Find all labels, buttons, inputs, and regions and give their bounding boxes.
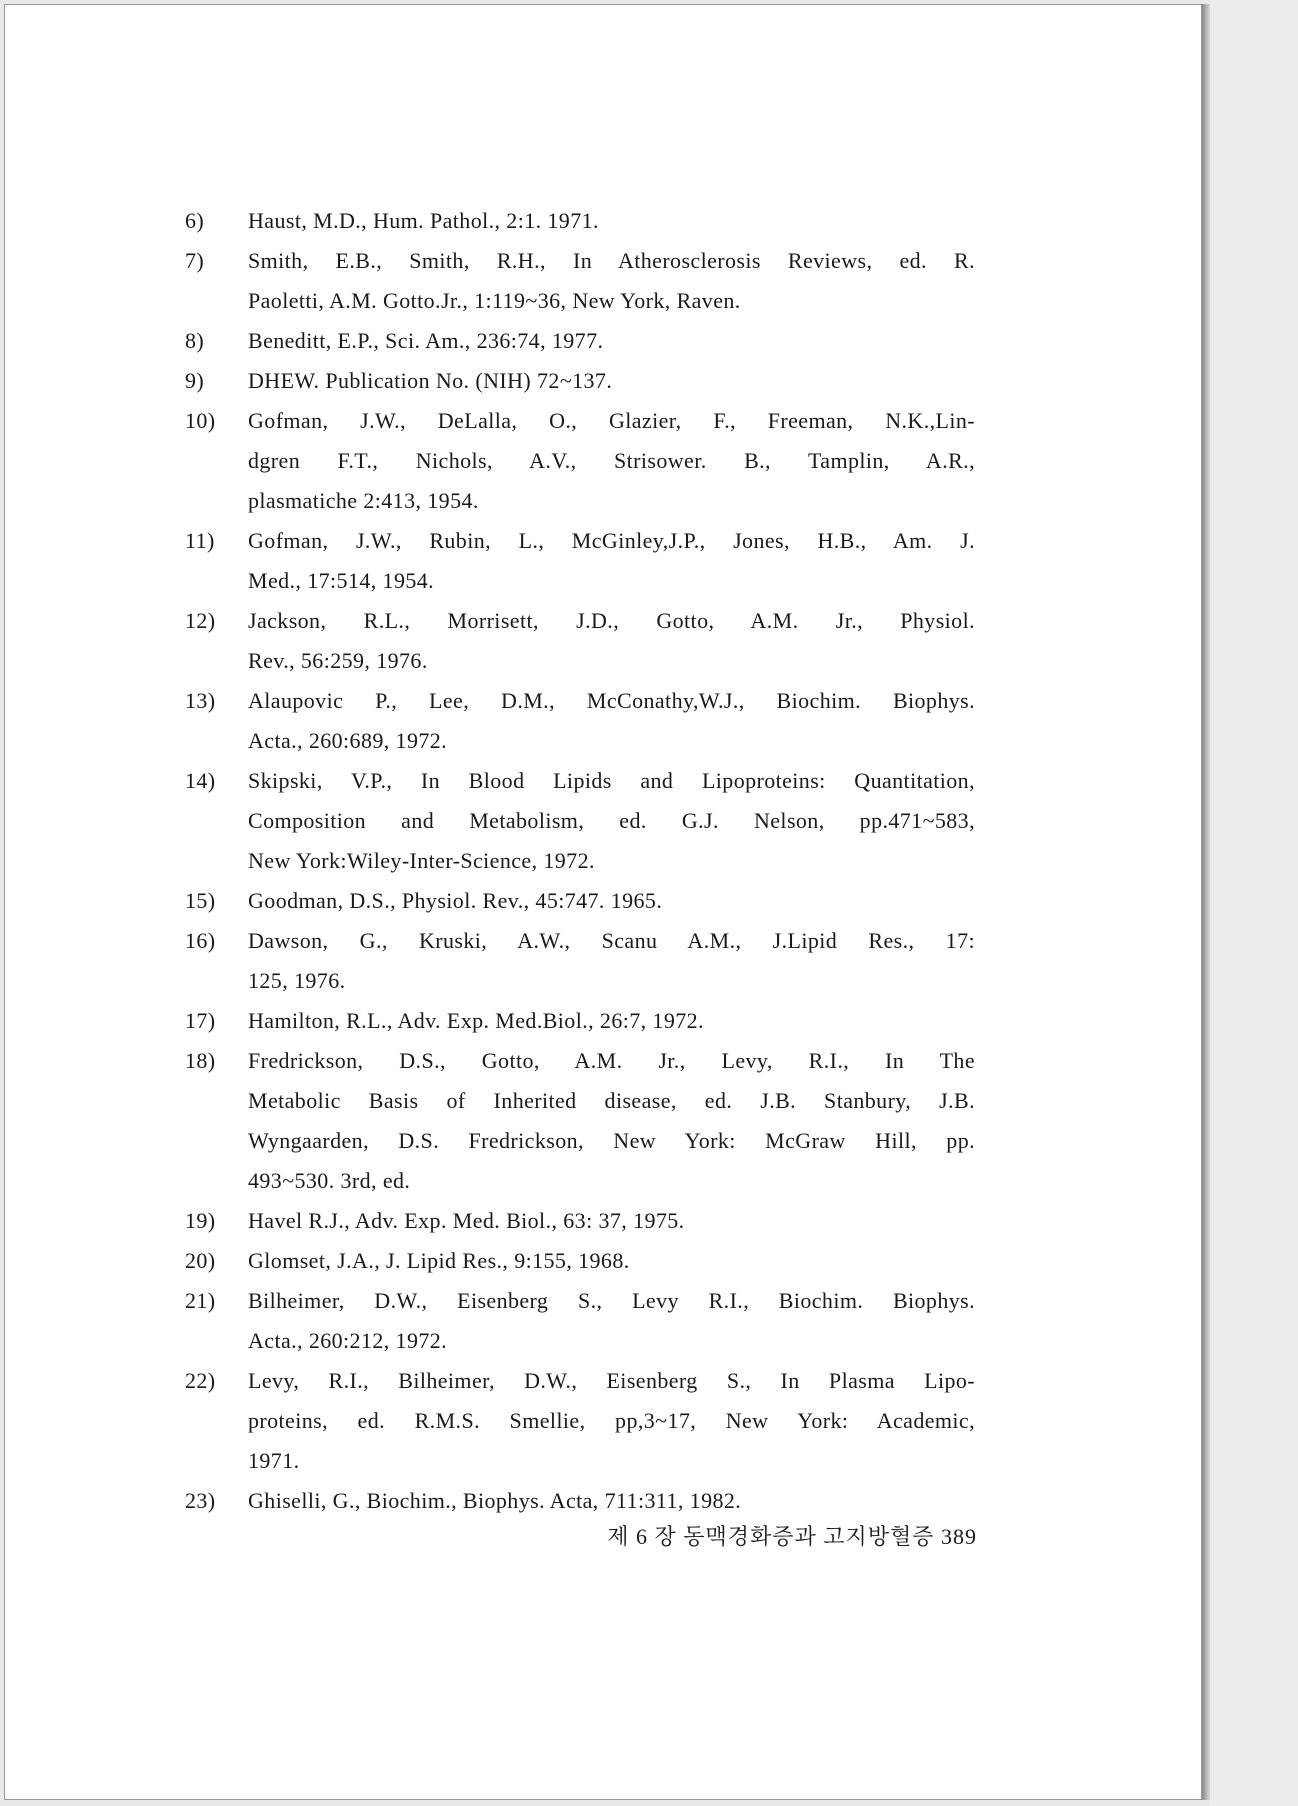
reference-text: proteins, ed. R.M.S. Smellie, pp,3~17, New York: Academic,	[248, 1408, 975, 1433]
reference-number: 9)	[185, 368, 205, 393]
reference-item	[185, 1041, 975, 1201]
reference-line	[185, 1081, 975, 1121]
reference-text: Fredrickson, D.S., Gotto, A.M. Jr., Levy, R.I., In The	[248, 1048, 975, 1073]
reference-text: 493~530. 3rd, ed.	[248, 1168, 411, 1193]
reference-item	[185, 681, 975, 761]
reference-number: 10)	[185, 408, 216, 433]
reference-text: New York:Wiley-Inter-Science, 1972.	[248, 848, 595, 873]
reference-text: plasmatiche 2:413, 1954.	[248, 488, 479, 513]
reference-text: Metabolic Basis of Inherited disease, ed. J.B. Stanbury, J.B.	[248, 1088, 975, 1113]
reference-line	[185, 1401, 975, 1441]
reference-line	[185, 481, 975, 521]
reference-number: 22)	[185, 1368, 216, 1393]
reference-text: Rev., 56:259, 1976.	[248, 648, 428, 673]
reference-line	[185, 1481, 975, 1521]
reference-text: Composition and Metabolism, ed. G.J. Nelson, pp.471~583,	[248, 808, 975, 833]
reference-item	[185, 881, 975, 921]
reference-item	[185, 1201, 975, 1241]
reference-number: 21)	[185, 1288, 216, 1313]
reference-line	[185, 1201, 975, 1241]
reference-text: Hamilton, R.L., Adv. Exp. Med.Biol., 26:7, 1972.	[248, 1008, 704, 1033]
reference-line	[185, 441, 975, 481]
reference-text: Acta., 260:689, 1972.	[248, 728, 448, 753]
reference-text: 1971.	[248, 1448, 300, 1473]
reference-item	[185, 761, 975, 881]
reference-line	[185, 521, 975, 561]
reference-list	[185, 201, 975, 1521]
reference-line	[185, 241, 975, 281]
reference-line	[185, 961, 975, 1001]
reference-item	[185, 1361, 975, 1481]
reference-item	[185, 1481, 975, 1521]
reference-item	[185, 401, 975, 521]
reference-line	[185, 721, 975, 761]
reference-number: 13)	[185, 688, 216, 713]
reference-line	[185, 641, 975, 681]
reference-text: Paoletti, A.M. Gotto.Jr., 1:119~36, New York, Raven.	[248, 288, 741, 313]
reference-line	[185, 1241, 975, 1281]
reference-line	[185, 281, 975, 321]
reference-line	[185, 761, 975, 801]
reference-item	[185, 521, 975, 601]
reference-text: Jackson, R.L., Morrisett, J.D., Gotto, A.M. Jr., Physiol.	[248, 608, 975, 633]
reference-number: 23)	[185, 1488, 216, 1513]
reference-line	[185, 561, 975, 601]
reference-item	[185, 321, 975, 361]
reference-text: Levy, R.I., Bilheimer, D.W., Eisenberg S., In Plasma Lipo-	[248, 1368, 975, 1393]
reference-number: 20)	[185, 1248, 216, 1273]
reference-line	[185, 321, 975, 361]
reference-text: Beneditt, E.P., Sci. Am., 236:74, 1977.	[248, 328, 604, 353]
reference-line	[185, 401, 975, 441]
reference-number: 6)	[185, 208, 205, 233]
reference-text: Dawson, G., Kruski, A.W., Scanu A.M., J.Lipid Res., 17:	[248, 928, 975, 953]
reference-text: Havel R.J., Adv. Exp. Med. Biol., 63: 37, 1975.	[248, 1208, 685, 1233]
reference-item	[185, 201, 975, 241]
reference-line	[185, 201, 975, 241]
document-page	[4, 4, 1202, 1800]
reference-number: 12)	[185, 608, 216, 633]
reference-text: Wyngaarden, D.S. Fredrickson, New York: McGraw Hill, pp.	[248, 1128, 975, 1153]
reference-number: 19)	[185, 1208, 216, 1233]
reference-text: Gofman, J.W., DeLalla, O., Glazier, F., Freeman, N.K.,Lin-	[248, 408, 975, 433]
reference-line	[185, 1001, 975, 1041]
reference-number: 18)	[185, 1048, 216, 1073]
reference-text: Ghiselli, G., Biochim., Biophys. Acta, 711:311, 1982.	[248, 1488, 742, 1513]
reference-line	[185, 681, 975, 721]
reference-number: 8)	[185, 328, 205, 353]
reference-text: Smith, E.B., Smith, R.H., In Atherosclerosis Reviews, ed. R.	[248, 248, 975, 273]
reference-number: 7)	[185, 248, 205, 273]
page-edge-shadow	[1202, 4, 1210, 1800]
reference-item	[185, 241, 975, 321]
reference-line	[185, 1321, 975, 1361]
reference-text: Gofman, J.W., Rubin, L., McGinley,J.P., Jones, H.B., Am. J.	[248, 528, 975, 553]
reference-line	[185, 1121, 975, 1161]
viewer-background	[1210, 0, 1298, 1806]
reference-number: 14)	[185, 768, 216, 793]
reference-item	[185, 1001, 975, 1041]
reference-item	[185, 601, 975, 681]
reference-line	[185, 801, 975, 841]
reference-text: Alaupovic P., Lee, D.M., McConathy,W.J., Biochim. Biophys.	[248, 688, 975, 713]
reference-line	[185, 601, 975, 641]
reference-line	[185, 1281, 975, 1321]
reference-line	[185, 841, 975, 881]
reference-text: dgren F.T., Nichols, A.V., Strisower. B., Tamplin, A.R.,	[248, 448, 975, 473]
reference-line	[185, 1361, 975, 1401]
reference-text: Haust, M.D., Hum. Pathol., 2:1. 1971.	[248, 208, 599, 233]
reference-item	[185, 1241, 975, 1281]
reference-line	[185, 361, 975, 401]
reference-line	[185, 1161, 975, 1201]
reference-text: Glomset, J.A., J. Lipid Res., 9:155, 1968.	[248, 1248, 630, 1273]
reference-number: 17)	[185, 1008, 216, 1033]
reference-item	[185, 1281, 975, 1361]
reference-text: DHEW. Publication No. (NIH) 72~137.	[248, 368, 613, 393]
reference-item	[185, 361, 975, 401]
reference-text: Skipski, V.P., In Blood Lipids and Lipoproteins: Quantitation,	[248, 768, 975, 793]
reference-line	[185, 921, 975, 961]
reference-text: Bilheimer, D.W., Eisenberg S., Levy R.I., Biochim. Biophys.	[248, 1288, 975, 1313]
reference-text: Goodman, D.S., Physiol. Rev., 45:747. 1965.	[248, 888, 663, 913]
reference-line	[185, 881, 975, 921]
reference-line	[185, 1441, 975, 1481]
reference-number: 11)	[185, 528, 215, 553]
reference-line	[185, 1041, 975, 1081]
reference-text: Med., 17:514, 1954.	[248, 568, 435, 593]
reference-number: 16)	[185, 928, 216, 953]
reference-item	[185, 921, 975, 1001]
reference-text: 125, 1976.	[248, 968, 346, 993]
reference-number: 15)	[185, 888, 216, 913]
reference-text: Acta., 260:212, 1972.	[248, 1328, 448, 1353]
page-footer: 제 6 장 동맥경화증과 고지방혈증 389	[607, 1524, 977, 1549]
